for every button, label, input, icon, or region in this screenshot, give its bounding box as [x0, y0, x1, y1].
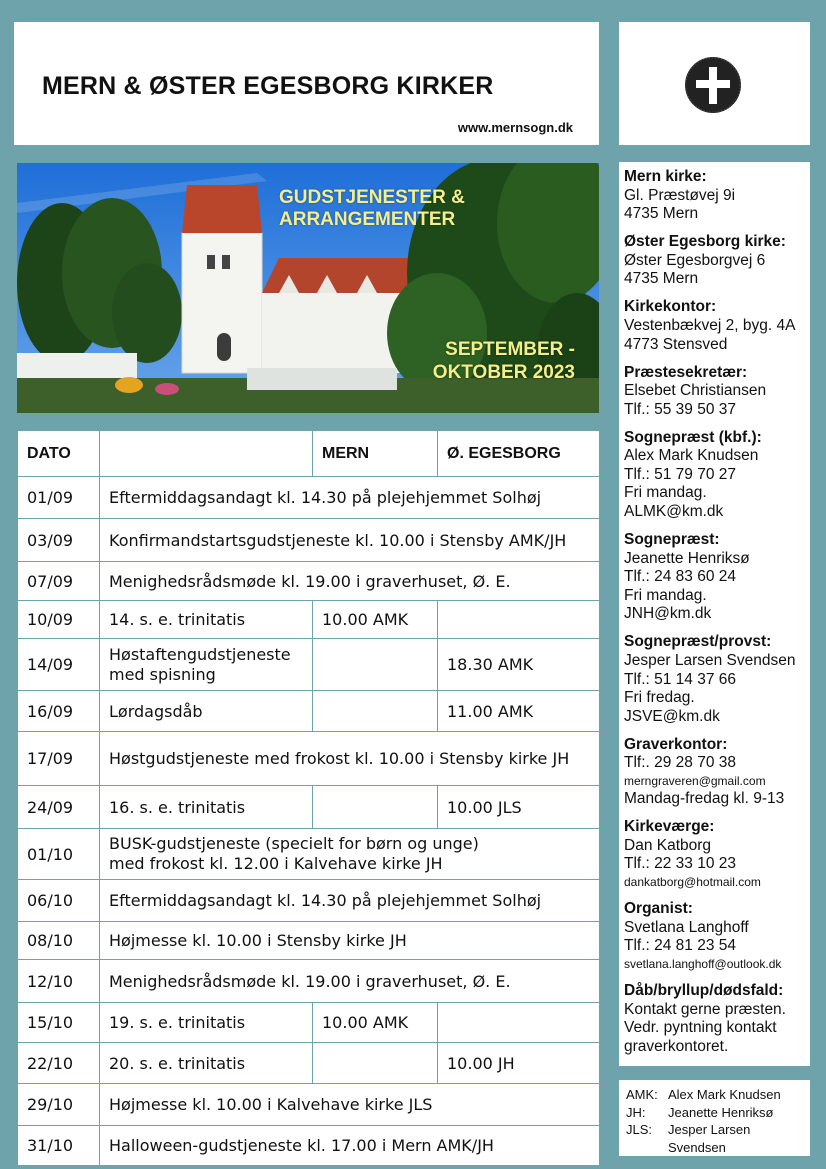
header-mern: MERN	[313, 431, 438, 477]
contact-priest-jh	[624, 531, 810, 624]
row-description: Højmesse kl. 10.00 i Stensby kirke JH	[100, 922, 600, 960]
abbreviation-row	[626, 1121, 810, 1139]
row-description: Konfirmandstartsgudstjeneste kl. 10.00 i Stensby AMK/JH	[100, 519, 600, 562]
table-row	[18, 786, 600, 829]
row-event	[100, 639, 313, 691]
row-date: 24/09	[18, 786, 100, 829]
contact-email[interactable]: dankatborg@hotmail.com	[624, 874, 761, 889]
table-row	[18, 562, 600, 601]
row-date: 07/09	[18, 562, 100, 601]
contact-line: Kontakt gerne præsten.	[624, 1000, 786, 1018]
table-row	[18, 732, 600, 786]
table-row	[18, 639, 600, 691]
abbreviation-row	[626, 1104, 810, 1122]
row-date: 31/10	[18, 1126, 100, 1166]
photo-period-line1: SEPTEMBER -	[445, 339, 575, 360]
abbreviation-row	[626, 1139, 810, 1157]
contact-email[interactable]: merngraveren@gmail.com	[624, 773, 766, 788]
contact-heading: Organist:	[624, 900, 693, 918]
header-banner	[14, 22, 599, 145]
contact-church-office	[624, 298, 810, 354]
row-egesborg: 10.00 JH	[438, 1043, 600, 1084]
table-row	[18, 1084, 600, 1126]
row-event-line2: med spisning	[109, 664, 216, 684]
contact-heading: Sognepræst (kbf.):	[624, 428, 762, 446]
table-row	[18, 922, 600, 960]
contact-heading: Kirkekontor:	[624, 298, 717, 316]
contact-line: 4735 Mern	[624, 205, 699, 223]
table-row	[18, 829, 600, 880]
row-event: 14. s. e. trinitatis	[100, 601, 313, 639]
row-date: 01/09	[18, 477, 100, 519]
row-event: 16. s. e. trinitatis	[100, 786, 313, 829]
abbreviation-key: JLS:	[626, 1122, 653, 1137]
row-egesborg: 18.30 AMK	[438, 639, 600, 691]
row-description: Højmesse kl. 10.00 i Kalvehave kirke JLS	[100, 1084, 600, 1126]
abbreviation-legend	[619, 1080, 810, 1156]
row-date: 03/09	[18, 519, 100, 562]
church-photo	[17, 163, 599, 413]
contact-heading: Øster Egesborg kirke:	[624, 233, 786, 251]
contact-email[interactable]: ALMK@km.dk	[624, 503, 724, 521]
contact-line: Vedr. pyntning kontakt	[624, 1019, 777, 1037]
contact-gravedigger	[624, 736, 810, 809]
header-event	[100, 431, 313, 477]
row-egesborg	[438, 1003, 600, 1043]
table-row	[18, 1043, 600, 1084]
contact-line: Fri mandag.	[624, 484, 707, 502]
header-egesborg: Ø. EGESBORG	[438, 431, 600, 477]
row-description: Høstgudstjeneste med frokost kl. 10.00 i Stensby kirke JH	[100, 732, 600, 786]
table-row	[18, 1126, 600, 1166]
row-description: Halloween-gudstjeneste kl. 17.00 i Mern AMK/JH	[100, 1126, 600, 1166]
row-event: 19. s. e. trinitatis	[100, 1003, 313, 1043]
contact-line: Tlf:. 29 28 70 38	[624, 754, 737, 772]
row-date: 06/10	[18, 880, 100, 922]
contact-line: Øster Egesborgvej 6	[624, 251, 766, 269]
table-header-row	[18, 431, 600, 477]
abbreviation-name-continued: Svendsen	[668, 1139, 726, 1155]
row-date: 08/10	[18, 922, 100, 960]
row-mern	[313, 691, 438, 732]
abbreviation-name: Jesper Larsen	[668, 1122, 751, 1137]
contact-line: Tlf.: 51 14 37 66	[624, 670, 737, 688]
row-event: 20. s. e. trinitatis	[100, 1043, 313, 1084]
contact-line: Elsebet Christiansen	[624, 382, 767, 400]
abbreviation-key-spacer	[626, 1139, 668, 1157]
contact-line: Jesper Larsen Svendsen	[624, 652, 796, 669]
row-date: 17/09	[18, 732, 100, 786]
table-row	[18, 880, 600, 922]
logo-panel	[619, 22, 810, 145]
contact-mern-church	[624, 168, 810, 224]
row-description	[100, 829, 600, 880]
contact-egesborg-church	[624, 233, 810, 289]
contact-organist	[624, 900, 810, 973]
contact-line: Jeanette Henriksø	[624, 549, 750, 567]
page-title: MERN & ØSTER EGESBORG KIRKER	[42, 72, 494, 100]
contact-line: Fri mandag.	[624, 586, 707, 604]
table-row	[18, 477, 600, 519]
contact-line: Svetlana Langhoff	[624, 918, 749, 936]
row-egesborg	[438, 601, 600, 639]
contact-line: Tlf.: 24 81 23 54	[624, 937, 737, 955]
row-description: Menighedsrådsmøde kl. 19.00 i graverhuset, Ø. E.	[100, 562, 600, 601]
row-date: 12/10	[18, 960, 100, 1003]
row-egesborg: 11.00 AMK	[438, 691, 600, 732]
contact-provost	[624, 633, 810, 726]
row-mern: 10.00 AMK	[313, 601, 438, 639]
contact-email[interactable]: svetlana.langhoff@outlook.dk	[624, 956, 782, 971]
contact-heading: Mern kirke:	[624, 168, 707, 185]
row-date: 15/10	[18, 1003, 100, 1043]
contact-line: Alex Mark Knudsen	[624, 447, 759, 465]
contact-line: Fri fredag.	[624, 689, 695, 707]
contact-line: graverkontoret.	[624, 1038, 729, 1056]
row-description-line1: BUSK-gudstjeneste (specielt for børn og unge)	[109, 834, 479, 853]
abbreviation-name: Alex Mark Knudsen	[668, 1087, 781, 1102]
photo-period	[433, 338, 575, 384]
row-date: 16/09	[18, 691, 100, 732]
table-row	[18, 519, 600, 562]
contact-line: Tlf.: 51 79 70 27	[624, 465, 737, 483]
contact-panel	[619, 162, 810, 1066]
table-row	[18, 601, 600, 639]
contact-line: Vestenbækvej 2, byg. 4A	[624, 316, 796, 334]
contact-secretary	[624, 364, 810, 420]
contact-line: 4735 Mern	[624, 270, 699, 288]
table-row	[18, 960, 600, 1003]
row-date: 01/10	[18, 829, 100, 880]
row-mern	[313, 786, 438, 829]
contact-ceremonies	[624, 982, 810, 1056]
contact-heading: Sognepræst:	[624, 531, 720, 549]
contact-warden	[624, 818, 810, 891]
row-egesborg: 10.00 JLS	[438, 786, 600, 829]
contact-line: Tlf.: 24 83 60 24	[624, 568, 737, 586]
contact-heading: Sognepræst/provst:	[624, 633, 772, 651]
contact-line: Gl. Præstøvej 9i	[624, 186, 736, 204]
row-description: Eftermiddagsandagt kl. 14.30 på plejehjemmet Solhøj	[100, 477, 600, 519]
photo-heading-line1: GUDSTJENESTER &	[279, 187, 465, 208]
contact-email[interactable]: JSVE@km.dk	[624, 707, 720, 725]
row-date: 22/10	[18, 1043, 100, 1084]
photo-heading	[279, 187, 465, 231]
contact-line: Mandag-fredag kl. 9-13	[624, 789, 785, 807]
abbreviation-name: Jeanette Henriksø	[668, 1104, 774, 1120]
row-description-line2: med frokost kl. 12.00 i Kalvehave kirke JH	[109, 854, 443, 873]
row-mern	[313, 639, 438, 691]
table-row	[18, 691, 600, 732]
contact-heading: Præstesekretær:	[624, 363, 748, 381]
website-link[interactable]: www.mernsogn.dk	[457, 120, 573, 135]
row-mern: 10.00 AMK	[313, 1003, 438, 1043]
contact-line: 4773 Stensved	[624, 335, 728, 353]
table-row	[18, 1003, 600, 1043]
cross-icon	[684, 56, 742, 114]
row-date: 29/10	[18, 1084, 100, 1126]
row-description: Menighedsrådsmøde kl. 19.00 i graverhuset, Ø. E.	[100, 960, 600, 1003]
row-date: 14/09	[18, 639, 100, 691]
abbreviation-key: AMK:	[626, 1087, 658, 1102]
contact-heading: Graverkontor:	[624, 735, 728, 753]
contact-line: Tlf.: 22 33 10 23	[624, 855, 737, 873]
contact-line: Tlf.: 55 39 50 37	[624, 400, 737, 418]
photo-period-line2: OKTOBER 2023	[432, 362, 575, 383]
row-event: Lørdagsdåb	[100, 691, 313, 732]
contact-heading: Dåb/bryllup/dødsfald:	[624, 982, 784, 1000]
contact-priest-amk	[624, 429, 810, 522]
row-description: Eftermiddagsandagt kl. 14.30 på plejehjemmet Solhøj	[100, 880, 600, 922]
row-event-line1: Høstaftengudstjeneste	[109, 644, 291, 664]
header-date: DATO	[18, 431, 100, 477]
row-mern	[313, 1043, 438, 1084]
row-date: 10/09	[18, 601, 100, 639]
schedule-table	[17, 430, 600, 1166]
abbreviation-row	[626, 1086, 810, 1104]
contact-email[interactable]: JNH@km.dk	[624, 605, 712, 623]
contact-heading: Kirkeværge:	[624, 817, 715, 835]
photo-heading-line2: ARRANGEMENTER	[279, 209, 456, 230]
contact-line: Dan Katborg	[624, 836, 712, 854]
abbreviation-key: JH:	[626, 1104, 646, 1120]
